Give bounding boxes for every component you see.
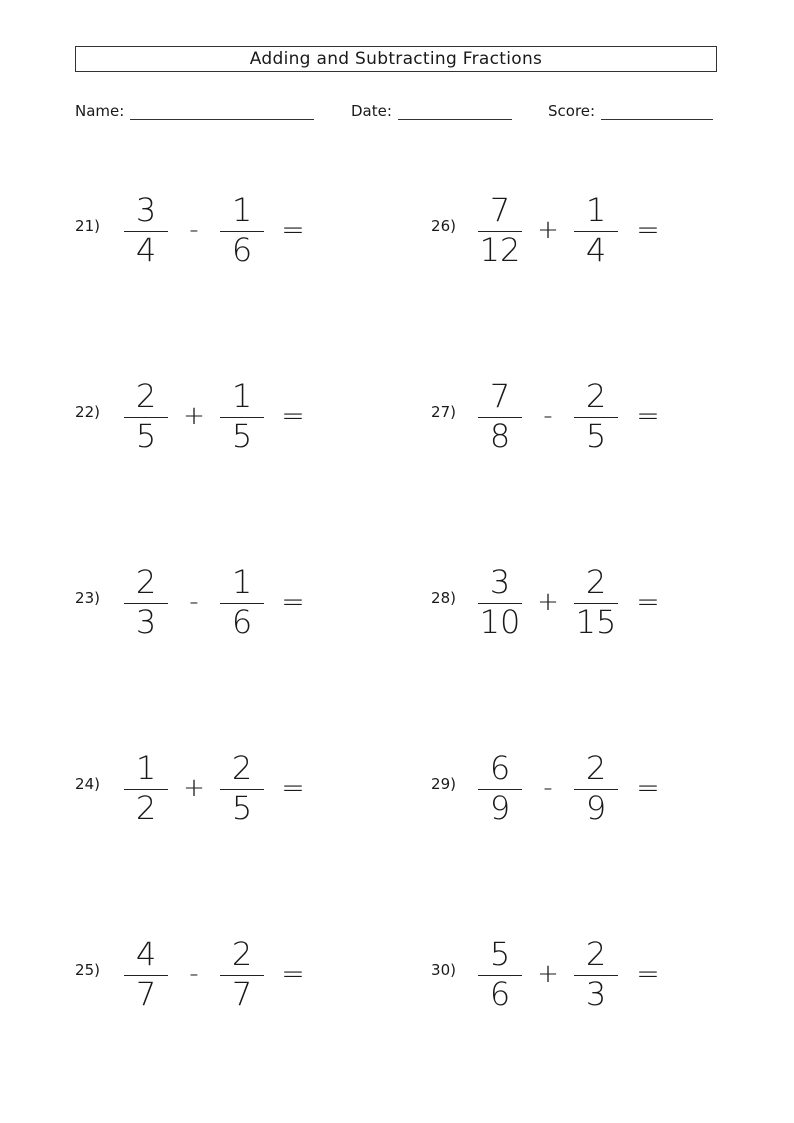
equals-sign: = [281, 585, 305, 618]
denominator: 7 [135, 975, 157, 1013]
numerator: 1 [231, 191, 253, 229]
score-field [548, 102, 713, 120]
name-line[interactable] [130, 103, 314, 120]
denominator: 2 [135, 789, 157, 827]
problem-23 [60, 562, 320, 642]
equals-sign: = [636, 213, 660, 246]
operator: - [189, 959, 199, 989]
denominator: 6 [231, 603, 253, 641]
problem-30 [416, 934, 676, 1014]
numerator: 2 [585, 935, 607, 973]
numerator: 2 [135, 563, 157, 601]
denominator: 7 [231, 975, 253, 1013]
score-label: Score: [548, 102, 596, 120]
operator: + [183, 401, 205, 431]
problem-number: 22) [75, 403, 100, 421]
numerator: 1 [231, 563, 253, 601]
denominator: 9 [585, 789, 607, 827]
fraction-first [478, 376, 522, 456]
problem-22 [60, 376, 320, 456]
numerator: 4 [135, 935, 157, 973]
fraction-first [124, 376, 168, 456]
problem-number: 24) [75, 775, 100, 793]
fraction-second [574, 934, 618, 1014]
fraction-first [478, 190, 522, 270]
denominator: 5 [231, 789, 253, 827]
fraction-second [220, 190, 264, 270]
score-line[interactable] [601, 103, 713, 120]
fraction-second [220, 562, 264, 642]
fraction-first [124, 562, 168, 642]
operator: - [543, 773, 553, 803]
date-label: Date: [351, 102, 392, 120]
equals-sign: = [636, 771, 660, 804]
numerator: 6 [489, 749, 511, 787]
equals-sign: = [636, 399, 660, 432]
equals-sign: = [281, 771, 305, 804]
numerator: 2 [585, 377, 607, 415]
denominator: 6 [489, 975, 511, 1013]
problem-26 [416, 190, 676, 270]
operator: + [183, 773, 205, 803]
numerator: 2 [585, 749, 607, 787]
fraction-second [574, 748, 618, 828]
denominator: 15 [575, 603, 617, 641]
fraction-second [574, 376, 618, 456]
numerator: 7 [489, 377, 511, 415]
equals-sign: = [636, 585, 660, 618]
denominator: 12 [479, 231, 521, 269]
numerator: 3 [489, 563, 511, 601]
problem-number: 28) [431, 589, 456, 607]
fraction-second [574, 190, 618, 270]
denominator: 5 [231, 417, 253, 455]
problem-29 [416, 748, 676, 828]
numerator: 2 [231, 749, 253, 787]
problem-number: 27) [431, 403, 456, 421]
date-field [351, 102, 512, 120]
denominator: 5 [135, 417, 157, 455]
name-field [75, 102, 314, 120]
problem-25 [60, 934, 320, 1014]
problem-number: 23) [75, 589, 100, 607]
denominator: 9 [489, 789, 511, 827]
operator: - [189, 587, 199, 617]
denominator: 4 [585, 231, 607, 269]
operator: - [189, 215, 199, 245]
problem-number: 25) [75, 961, 100, 979]
problem-number: 30) [431, 961, 456, 979]
operator: + [537, 587, 559, 617]
numerator: 3 [135, 191, 157, 229]
fraction-first [124, 934, 168, 1014]
numerator: 1 [231, 377, 253, 415]
numerator: 5 [489, 935, 511, 973]
fraction-first [478, 934, 522, 1014]
worksheet-title: Adding and Subtracting Fractions [75, 46, 717, 72]
fraction-first [124, 748, 168, 828]
fraction-first [478, 562, 522, 642]
denominator: 8 [489, 417, 511, 455]
equals-sign: = [281, 213, 305, 246]
denominator: 10 [479, 603, 521, 641]
problem-number: 29) [431, 775, 456, 793]
name-label: Name: [75, 102, 125, 120]
fraction-second [574, 562, 618, 642]
denominator: 6 [231, 231, 253, 269]
numerator: 2 [231, 935, 253, 973]
denominator: 5 [585, 417, 607, 455]
fraction-first [478, 748, 522, 828]
problem-21 [60, 190, 320, 270]
numerator: 1 [585, 191, 607, 229]
denominator: 3 [585, 975, 607, 1013]
operator: + [537, 959, 559, 989]
fraction-second [220, 376, 264, 456]
date-line[interactable] [398, 103, 512, 120]
equals-sign: = [281, 957, 305, 990]
operator: + [537, 215, 559, 245]
problem-number: 21) [75, 217, 100, 235]
operator: - [543, 401, 553, 431]
fraction-second [220, 748, 264, 828]
numerator: 2 [585, 563, 607, 601]
problem-number: 26) [431, 217, 456, 235]
problem-27 [416, 376, 676, 456]
denominator: 4 [135, 231, 157, 269]
problem-28 [416, 562, 676, 642]
fraction-first [124, 190, 168, 270]
denominator: 3 [135, 603, 157, 641]
equals-sign: = [281, 399, 305, 432]
equals-sign: = [636, 957, 660, 990]
numerator: 7 [489, 191, 511, 229]
fraction-second [220, 934, 264, 1014]
numerator: 1 [135, 749, 157, 787]
numerator: 2 [135, 377, 157, 415]
problem-24 [60, 748, 320, 828]
